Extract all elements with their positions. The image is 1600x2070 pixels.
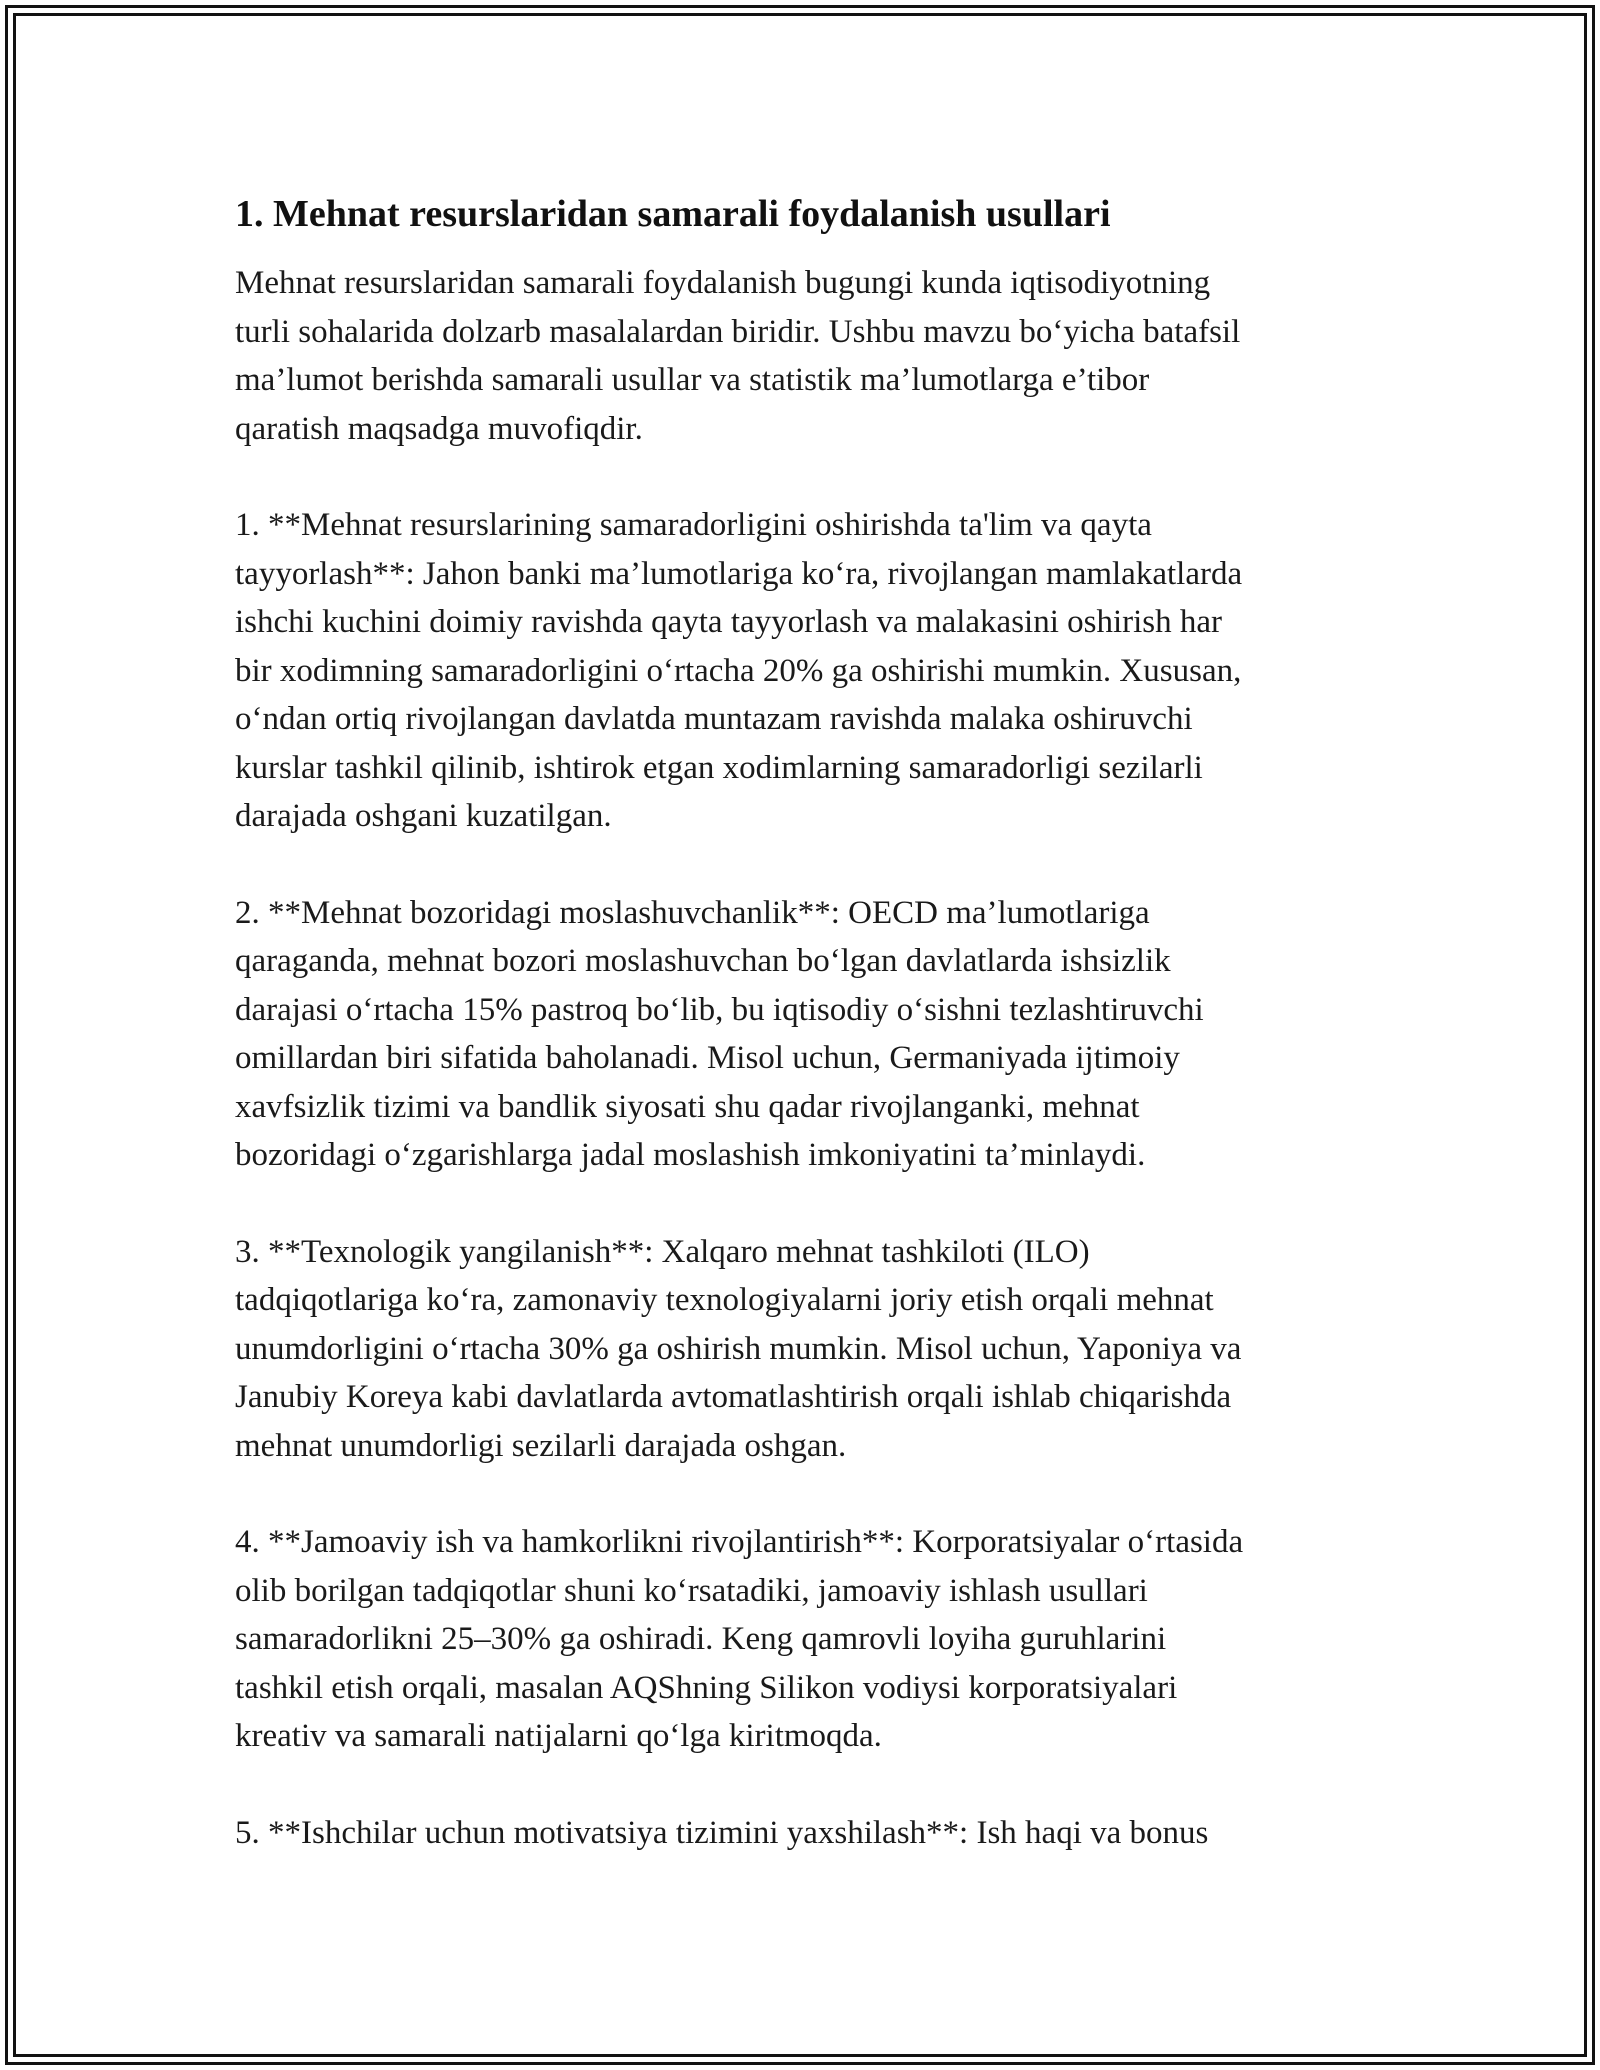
paragraph-line: darajasi o‘rtacha 15% pastroq bo‘lib, bu iqtisodiy o‘sishni tezlashtiruvchi [235, 991, 1204, 1028]
paragraph-line: mehnat unumdorligi sezilarli darajada oshgan. [235, 1427, 847, 1464]
paragraph-line: 5. **Ishchilar uchun motivatsiya tizimini yaxshilash**: Ish haqi va bonus [235, 1814, 1209, 1851]
paragraph-line: o‘ndan ortiq rivojlangan davlatda muntazam ravishda malaka oshiruvchi [235, 701, 1193, 737]
paragraph-line: xavfsizlik tizimi va bandlik siyosati shu qadar rivojlanganki, mehnat [235, 1088, 1140, 1125]
paragraph-line: darajada oshgani kuzatilgan. [235, 798, 612, 834]
list-item-1-paragraph [235, 501, 1375, 841]
paragraph-line: tashkil etish orqali, masalan AQShning Silikon vodiysi korporatsiyalari [235, 1669, 1178, 1706]
list-item-3-paragraph [235, 1228, 1375, 1471]
paragraph-line: Janubiy Koreya kabi davlatlarda avtomatlashtirish orqali ishlab chiqarishda [235, 1379, 1232, 1415]
paragraph-line: 4. **Jamoaviy ish va hamkorlikni rivojlantirish**: Korporatsiyalar o‘rtasida [235, 1524, 1244, 1560]
list-item-4-paragraph [235, 1518, 1375, 1761]
paragraph-line: 3. **Texnologik yangilanish**: Xalqaro mehnat tashkiloti (ILO) [235, 1233, 1090, 1270]
list-item-2-paragraph [235, 889, 1375, 1180]
paragraph-line: Mehnat resurslaridan samarali foydalanish bugungi kunda iqtisodiyotning [235, 265, 1211, 301]
intro-paragraph [235, 259, 1375, 453]
paragraph-line: omillardan biri sifatida baholanadi. Misol uchun, Germaniyada ijtimoiy [235, 1040, 1180, 1076]
paragraph-line: bir xodimning samaradorligini o‘rtacha 20% ga oshirishi mumkin. Xususan, [235, 652, 1242, 689]
paragraph-line: tadqiqotlariga ko‘ra, zamonaviy texnologiyalarni joriy etish orqali mehnat [235, 1282, 1214, 1318]
paragraph-line: kurslar tashkil qilinib, ishtirok etgan xodimlarning samaradorligi sezilarli [235, 749, 1203, 786]
paragraph-line: bozoridagi o‘zgarishlarga jadal moslashish imkoniyatini ta’minlaydi. [235, 1137, 1146, 1173]
document-body [235, 183, 1375, 1905]
paragraph-line: qaratish maqsadga muvofiqdir. [235, 410, 643, 447]
paragraph-line: turli sohalarida dolzarb masalalardan biridir. Ushbu mavzu bo‘yicha batafsil [235, 313, 1241, 350]
paragraph-line: olib borilgan tadqiqotlar shuni ko‘rsatadiki, jamoaviy ishlash usullari [235, 1572, 1148, 1609]
paragraph-line: unumdorligini o‘rtacha 30% ga oshirish mumkin. Misol uchun, Yaponiya va [235, 1330, 1242, 1367]
paragraph-line: ishchi kuchini doimiy ravishda qayta tayyorlash va malakasini oshirish har [235, 604, 1223, 640]
paragraph-line: 2. **Mehnat bozoridagi moslashuvchanlik**: OECD ma’lumotlariga [235, 894, 1150, 931]
paragraph-line: kreativ va samarali natijalarni qo‘lga kiritmoqda. [235, 1718, 882, 1754]
paragraph-line: ma’lumot berishda samarali usullar va statistik ma’lumotlarga e’tibor [235, 362, 1150, 398]
paragraph-line: qaraganda, mehnat bozori moslashuvchan bo‘lgan davlatlarda ishsizlik [235, 943, 1171, 979]
paragraph-line: tayyorlash**: Jahon banki ma’lumotlariga ko‘ra, rivojlangan mamlakatlarda [235, 555, 1243, 592]
document-heading: 1. Mehnat resurslaridan samarali foydalanish usullari [235, 193, 1111, 235]
list-item-5-paragraph [235, 1809, 1375, 1858]
paragraph-line: 1. **Mehnat resurslarining samaradorligini oshirishda ta'lim va qayta [235, 507, 1152, 543]
paragraph-line: samaradorlikni 25–30% ga oshiradi. Keng qamrovli loyiha guruhlarini [235, 1621, 1167, 1657]
